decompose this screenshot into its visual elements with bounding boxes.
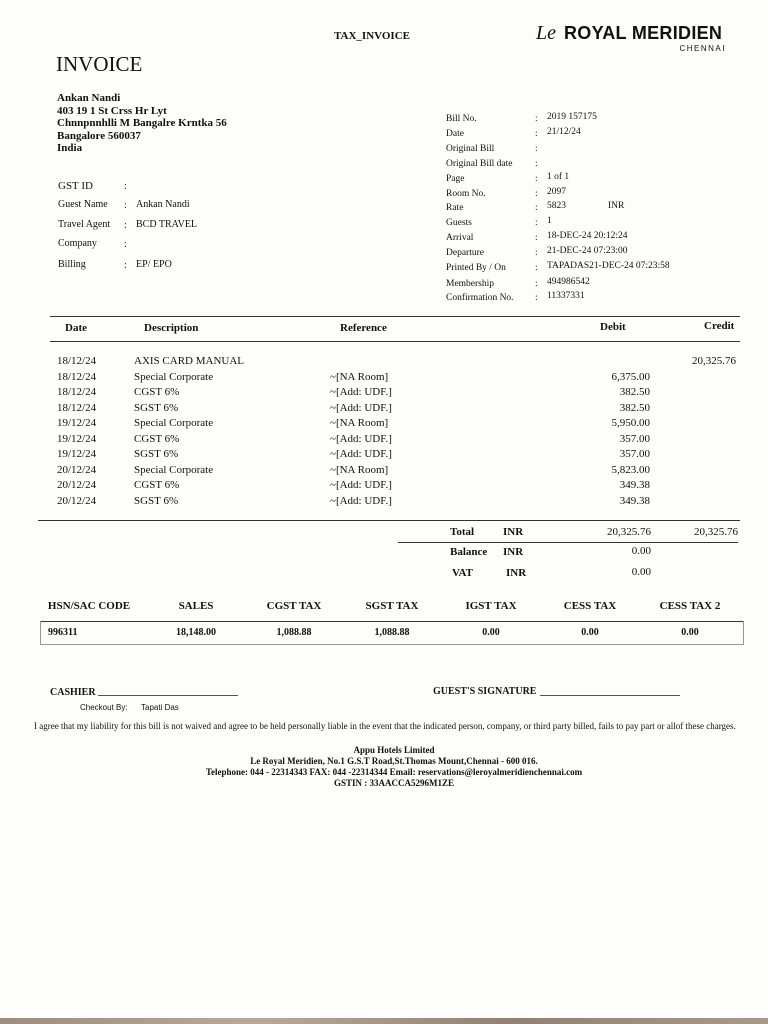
bill-field-colon: : bbox=[535, 174, 538, 184]
table-row bbox=[0, 495, 768, 510]
table-row bbox=[0, 355, 768, 370]
row-description: Special Corporate bbox=[134, 463, 214, 476]
bill-field-label: Page bbox=[446, 174, 465, 184]
field-value: EP/ EPO bbox=[136, 259, 172, 270]
tax-header: CESS TAX 2 bbox=[659, 600, 721, 612]
total-credit: 20,325.76 bbox=[694, 526, 738, 538]
tax-values-box bbox=[40, 621, 744, 645]
row-description: CGST 6% bbox=[134, 432, 180, 445]
bill-field-label: Original Bill bbox=[446, 144, 495, 154]
row-description: SGST 6% bbox=[134, 401, 179, 414]
page-title: INVOICE bbox=[56, 52, 143, 76]
address-line1: 403 19 1 St Crss Hr Lyt bbox=[57, 104, 167, 117]
field-label: Billing bbox=[58, 259, 86, 270]
bill-field-label: Membership bbox=[446, 279, 495, 289]
footer-address: Le Royal Meridien, No.1 G.S.T Road,St.Thomas Mount,Chennai - 600 016. bbox=[250, 756, 538, 766]
col-header-debit: Debit bbox=[600, 321, 626, 333]
bill-field-colon: : bbox=[535, 248, 538, 258]
footer-contact: Telephone: 044 - 22314343 FAX: 044 -22314344 Email: reservations@leroyalmeridienchennai.com bbox=[205, 767, 583, 777]
bill-field-value: 1 of 1 bbox=[547, 172, 570, 182]
footer-company: Appu Hotels Limited bbox=[353, 745, 435, 755]
total-label: Total bbox=[450, 526, 475, 538]
tax-header: CESS TAX bbox=[563, 600, 617, 612]
tax-value: 1,088.88 bbox=[276, 627, 312, 638]
row-date: 18/12/24 bbox=[57, 386, 97, 398]
bill-field-value: 21-DEC-24 07:23:00 bbox=[547, 246, 628, 256]
row-date: 19/12/24 bbox=[57, 448, 97, 460]
row-debit: 382.50 bbox=[619, 401, 650, 414]
bill-field-label: Bill No. bbox=[446, 114, 477, 124]
field-colon: : bbox=[124, 260, 127, 271]
bill-field-colon: : bbox=[535, 218, 538, 228]
row-description: CGST 6% bbox=[134, 479, 180, 491]
bill-field-colon: : bbox=[535, 144, 538, 154]
field-label: Guest Name bbox=[58, 199, 108, 210]
row-debit: 382.50 bbox=[619, 386, 650, 398]
doc-type-label: TAX_INVOICE bbox=[334, 30, 410, 42]
bill-field-value: TAPADAS21-DEC-24 07:23:58 bbox=[547, 261, 670, 271]
field-value: BCD TRAVEL bbox=[136, 219, 198, 230]
bill-field-label: Original Bill date bbox=[446, 159, 513, 169]
hotel-logo bbox=[536, 20, 736, 60]
row-date: 18/12/24 bbox=[57, 355, 97, 367]
row-date: 18/12/24 bbox=[57, 370, 97, 383]
tax-value: 996311 bbox=[48, 627, 78, 638]
bill-field-colon: : bbox=[535, 263, 538, 273]
vat-label: VAT bbox=[452, 567, 473, 579]
vat-currency: INR bbox=[506, 567, 527, 579]
bill-field-value: 2097 bbox=[547, 187, 566, 197]
table-top-rule bbox=[50, 316, 740, 317]
footer-gstin: GSTIN : 33AACCA5296M1ZE bbox=[333, 778, 454, 788]
bill-field-label: Confirmation No. bbox=[446, 293, 514, 303]
bill-field-label: Departure bbox=[446, 248, 484, 258]
bill-field-value: 18-DEC-24 20:12:24 bbox=[547, 231, 628, 241]
bill-field-colon: : bbox=[535, 279, 538, 289]
tax-header: CGST TAX bbox=[266, 600, 322, 612]
cashier-label: CASHIER bbox=[50, 687, 96, 698]
bill-field-colon: : bbox=[535, 293, 538, 303]
row-description: Special Corporate bbox=[134, 417, 214, 429]
checkout-by-name: Tapati Das bbox=[141, 703, 179, 712]
table-row bbox=[0, 464, 768, 479]
bill-field-colon: : bbox=[535, 189, 538, 199]
bill-field-extra: INR bbox=[608, 201, 625, 211]
col-header-reference: Reference bbox=[340, 322, 387, 334]
row-debit: 5,950.00 bbox=[611, 417, 650, 429]
row-debit: 5,823.00 bbox=[611, 463, 650, 476]
row-reference: ~[NA Room] bbox=[330, 417, 389, 429]
table-row bbox=[0, 448, 768, 463]
table-row bbox=[0, 417, 768, 432]
bill-field-value: 5823 bbox=[547, 201, 566, 211]
address-line2: Chnnpnnhlli M Bangalre Krntka 56 bbox=[57, 117, 227, 129]
row-reference: ~[Add: UDF.] bbox=[330, 432, 392, 445]
col-header-credit: Credit bbox=[704, 320, 735, 332]
bill-field-value: 1 bbox=[547, 216, 552, 226]
liability-disclaimer: I agree that my liability for this bill is not waived and agree to be held personally liable in the event that the indicated person, company, or third party billed, fails to pay part or allof these charges. bbox=[34, 721, 736, 731]
row-description: CGST 6% bbox=[134, 386, 180, 398]
total-currency: INR bbox=[503, 526, 524, 538]
checkout-by-label: Checkout By: bbox=[80, 703, 128, 712]
field-value: Ankan Nandi bbox=[136, 199, 190, 210]
totals-rule bbox=[398, 542, 738, 543]
row-debit: 357.00 bbox=[619, 432, 650, 445]
col-header-date: Date bbox=[65, 322, 87, 334]
row-debit: 349.38 bbox=[619, 479, 650, 491]
address-name: Ankan Nandi bbox=[57, 92, 121, 104]
field-label: Travel Agent bbox=[58, 219, 111, 230]
bill-field-label: Date bbox=[446, 129, 464, 139]
cashier-signature-line bbox=[98, 695, 238, 696]
balance-value: 0.00 bbox=[631, 545, 651, 557]
row-debit: 357.00 bbox=[619, 448, 650, 460]
table-row bbox=[0, 386, 768, 401]
paper-edge bbox=[0, 1018, 768, 1024]
tax-header: IGST TAX bbox=[465, 600, 517, 612]
tax-value: 0.00 bbox=[581, 627, 599, 638]
bill-field-colon: : bbox=[535, 203, 538, 213]
table-row bbox=[0, 402, 768, 417]
tax-header: SGST TAX bbox=[365, 600, 419, 612]
row-date: 18/12/24 bbox=[57, 401, 97, 414]
row-debit: 349.38 bbox=[619, 494, 650, 507]
bill-field-value: 11337331 bbox=[547, 291, 585, 301]
logo-script: Le bbox=[536, 22, 556, 44]
field-colon: : bbox=[124, 200, 127, 211]
tax-value: 1,088.88 bbox=[374, 627, 410, 638]
row-reference: ~[Add: UDF.] bbox=[330, 386, 392, 398]
tax-value: 0.00 bbox=[681, 627, 699, 638]
row-credit: 20,325.76 bbox=[692, 355, 736, 367]
bill-field-value: 494986542 bbox=[547, 277, 590, 287]
bill-field-value: 2019 157175 bbox=[547, 112, 597, 122]
guest-signature-line bbox=[540, 695, 680, 696]
row-date: 19/12/24 bbox=[57, 417, 97, 429]
row-description: SGST 6% bbox=[134, 494, 179, 507]
bill-field-colon: : bbox=[535, 129, 538, 139]
table-bottom-rule bbox=[38, 520, 740, 521]
tax-header: SALES bbox=[178, 600, 214, 612]
bill-field-label: Room No. bbox=[446, 189, 486, 199]
bill-field-label: Printed By / On bbox=[446, 263, 506, 273]
field-colon: : bbox=[124, 220, 127, 231]
row-description: Special Corporate bbox=[134, 370, 214, 383]
total-debit: 20,325.76 bbox=[607, 526, 651, 538]
bill-field-value: 21/12/24 bbox=[547, 127, 581, 137]
row-date: 20/12/24 bbox=[57, 463, 97, 476]
row-description: SGST 6% bbox=[134, 448, 179, 460]
balance-label: Balance bbox=[450, 546, 488, 558]
bill-field-colon: : bbox=[535, 233, 538, 243]
row-reference: ~[Add: UDF.] bbox=[330, 401, 392, 414]
row-description: AXIS CARD MANUAL bbox=[134, 355, 245, 367]
tax-header: HSN/SAC CODE bbox=[47, 600, 131, 612]
balance-currency: INR bbox=[503, 546, 524, 558]
bill-field-label: Arrival bbox=[446, 233, 474, 243]
address-country: India bbox=[57, 142, 83, 154]
row-debit: 6,375.00 bbox=[611, 370, 650, 383]
row-date: 20/12/24 bbox=[57, 479, 97, 491]
guest-address bbox=[57, 92, 227, 155]
logo-name: ROYAL MERIDIEN bbox=[564, 23, 723, 43]
field-colon: : bbox=[124, 239, 127, 250]
field-label: Company bbox=[58, 238, 97, 249]
row-reference: ~[Add: UDF.] bbox=[330, 494, 392, 507]
row-reference: ~[NA Room] bbox=[330, 463, 389, 476]
tax-value: 0.00 bbox=[482, 627, 500, 638]
row-date: 19/12/24 bbox=[57, 432, 97, 445]
guest-signature-label: GUEST'S SIGNATURE bbox=[433, 686, 537, 697]
field-label: GST ID bbox=[58, 180, 93, 192]
bill-field-label: Rate bbox=[446, 203, 464, 213]
tax-value: 18,148.00 bbox=[176, 627, 216, 638]
vat-value: 0.00 bbox=[631, 566, 651, 578]
bill-field-colon: : bbox=[535, 114, 538, 124]
col-header-description: Description bbox=[144, 322, 199, 334]
bill-field-label: Guests bbox=[446, 218, 472, 228]
table-header-rule bbox=[50, 341, 740, 342]
field-colon: : bbox=[124, 181, 127, 192]
table-row bbox=[0, 371, 768, 386]
row-reference: ~[NA Room] bbox=[330, 370, 389, 383]
bill-field-colon: : bbox=[535, 159, 538, 169]
row-reference: ~[Add: UDF.] bbox=[330, 448, 392, 460]
address-line3: Bangalore 560037 bbox=[57, 129, 141, 142]
row-reference: ~[Add: UDF.] bbox=[330, 479, 392, 491]
footer-block bbox=[0, 745, 768, 789]
table-row bbox=[0, 479, 768, 494]
logo-city: CHENNAI bbox=[679, 44, 726, 53]
table-row bbox=[0, 433, 768, 448]
row-date: 20/12/24 bbox=[57, 494, 97, 507]
